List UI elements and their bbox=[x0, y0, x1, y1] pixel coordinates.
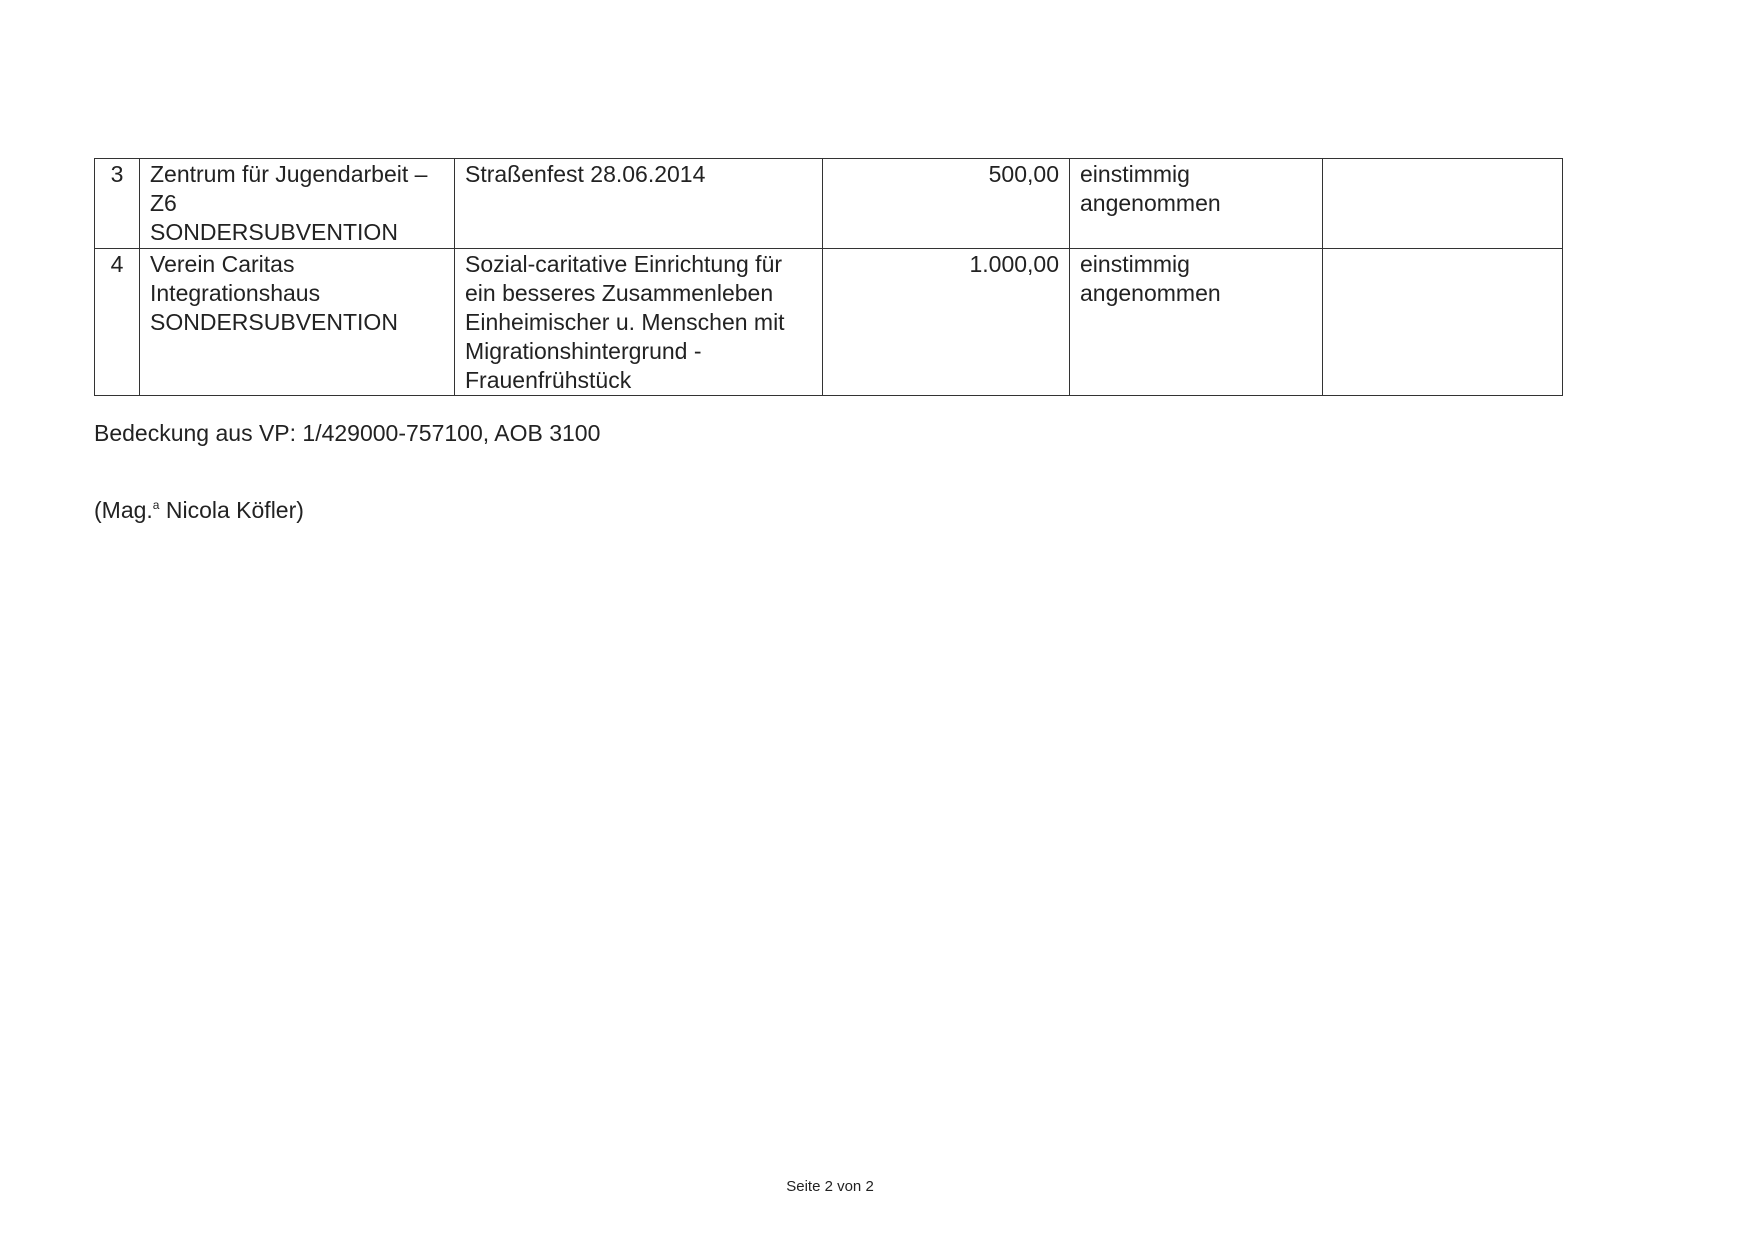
coverage-note: Bedeckung aus VP: 1/429000-757100, AOB 3100 bbox=[94, 420, 601, 446]
amount-cell: 1.000,00 bbox=[823, 249, 1070, 396]
signature-title-superscript: a bbox=[152, 498, 160, 512]
recipient-cell: Zentrum für Jugendarbeit – Z6 SONDERSUBVENTION bbox=[140, 159, 455, 249]
table-row bbox=[95, 249, 1563, 396]
row-number: 4 bbox=[95, 249, 140, 396]
table-row bbox=[95, 159, 1563, 249]
signature-title: (Mag. bbox=[94, 497, 153, 523]
remark-cell bbox=[1323, 249, 1563, 396]
signature-name: Nicola Köfler) bbox=[159, 497, 304, 523]
grants-table bbox=[94, 158, 1563, 396]
purpose-cell: Sozial-caritative Einrichtung für ein besseres Zusammenleben Einheimischer u. Menschen mit Migrationshintergrund - Frauenfrühstück bbox=[455, 249, 823, 396]
signature-line bbox=[94, 496, 304, 525]
purpose-cell: Straßenfest 28.06.2014 bbox=[455, 159, 823, 249]
remark-cell bbox=[1323, 159, 1563, 249]
page-number-footer: Seite 2 von 2 bbox=[786, 1178, 874, 1195]
row-number: 3 bbox=[95, 159, 140, 249]
recipient-cell: Verein Caritas Integrationshaus SONDERSUBVENTION bbox=[140, 249, 455, 396]
decision-cell: einstimmig angenommen bbox=[1070, 249, 1323, 396]
decision-cell: einstimmig angenommen bbox=[1070, 159, 1323, 249]
amount-cell: 500,00 bbox=[823, 159, 1070, 249]
